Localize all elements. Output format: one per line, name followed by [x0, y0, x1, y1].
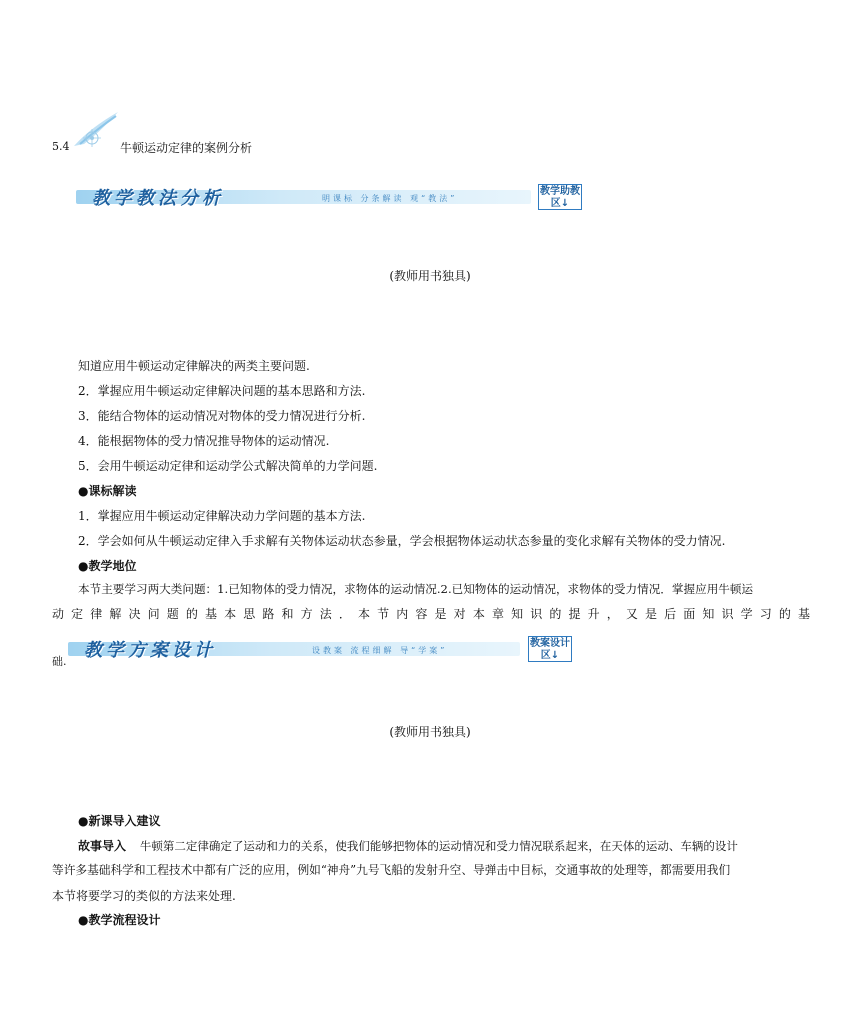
banner-tag: 教学助教区↓ — [540, 186, 580, 209]
banner-slogan: 设教案 流程细解 导“学案” — [312, 646, 448, 655]
goal-item: 知道应用牛顿运动定律解决的两类主要问题. — [78, 359, 310, 373]
curriculum-item: 2．学会如何从牛顿运动定律入手求解有关物体运动状态参量，学会根据物体运动状态参量的变化求解有关物体的受力情况. — [78, 534, 726, 548]
position-paragraph-line: 础. — [52, 655, 67, 668]
banner-title: 教学方案设计 — [84, 640, 216, 661]
section-number: 5.4 — [52, 140, 70, 153]
intro-label: 故事导入 — [78, 839, 127, 853]
intro-paragraph-line: 等许多基础科学和工程技术中都有广泛的应用，例如“神舟”九号飞船的发射升空、导弹击中目标，交通事故的处理等，都需要用我们 — [52, 863, 731, 877]
goal-item: 2．掌握应用牛顿运动定律解决问题的基本思路和方法. — [78, 384, 366, 398]
banner-slogan: 明课标 分条解读 观“教法” — [322, 194, 458, 203]
goal-item: 5．会用牛顿运动定律和运动学公式解决简单的力学问题. — [78, 459, 378, 473]
teacher-only-note: (教师用书独具) — [389, 269, 471, 283]
goal-item: 3．能结合物体的运动情况对物体的受力情况进行分析. — [78, 409, 366, 423]
intro-heading: ●新课导入建议 — [78, 814, 161, 828]
banner-teaching-plan — [68, 636, 580, 660]
curriculum-item: 1．掌握应用牛顿运动定律解决动力学问题的基本方法. — [78, 509, 366, 523]
intro-paragraph-line: 牛顿第二定律确定了运动和力的关系，使我们能够把物体的运动情况和受力情况联系起来，在天体的运动、车辆的设计 — [139, 839, 738, 853]
position-paragraph-line: 本节主要学习两大类问题：1.已知物体的受力情况，求物体的运动情况.2.已知物体的运动情况，求物体的受力情况．掌握应用牛顿运 — [78, 582, 754, 596]
teacher-only-note: (教师用书独具) — [389, 725, 471, 739]
intro-paragraph — [78, 837, 808, 854]
curriculum-heading: ●课标解读 — [78, 484, 137, 498]
section-title: 牛顿运动定律的案例分析 — [120, 141, 253, 155]
position-heading: ●教学地位 — [78, 559, 137, 573]
flow-heading: ●教学流程设计 — [78, 913, 161, 927]
goal-item: 4．能根据物体的受力情况推导物体的运动情况. — [78, 434, 330, 448]
position-paragraph-line: 动定律解决问题的基本思路和方法．本节内容是对本章知识的提升，又是后面知识学习的基 — [52, 607, 810, 621]
banner-tag: 教案设计区↓ — [530, 638, 570, 661]
compass-logo-icon — [70, 110, 122, 152]
banner-teaching-analysis — [76, 184, 588, 208]
banner-title: 教学教法分析 — [92, 188, 224, 209]
intro-paragraph-line: 本节将要学习的类似的方法来处理. — [52, 889, 236, 903]
